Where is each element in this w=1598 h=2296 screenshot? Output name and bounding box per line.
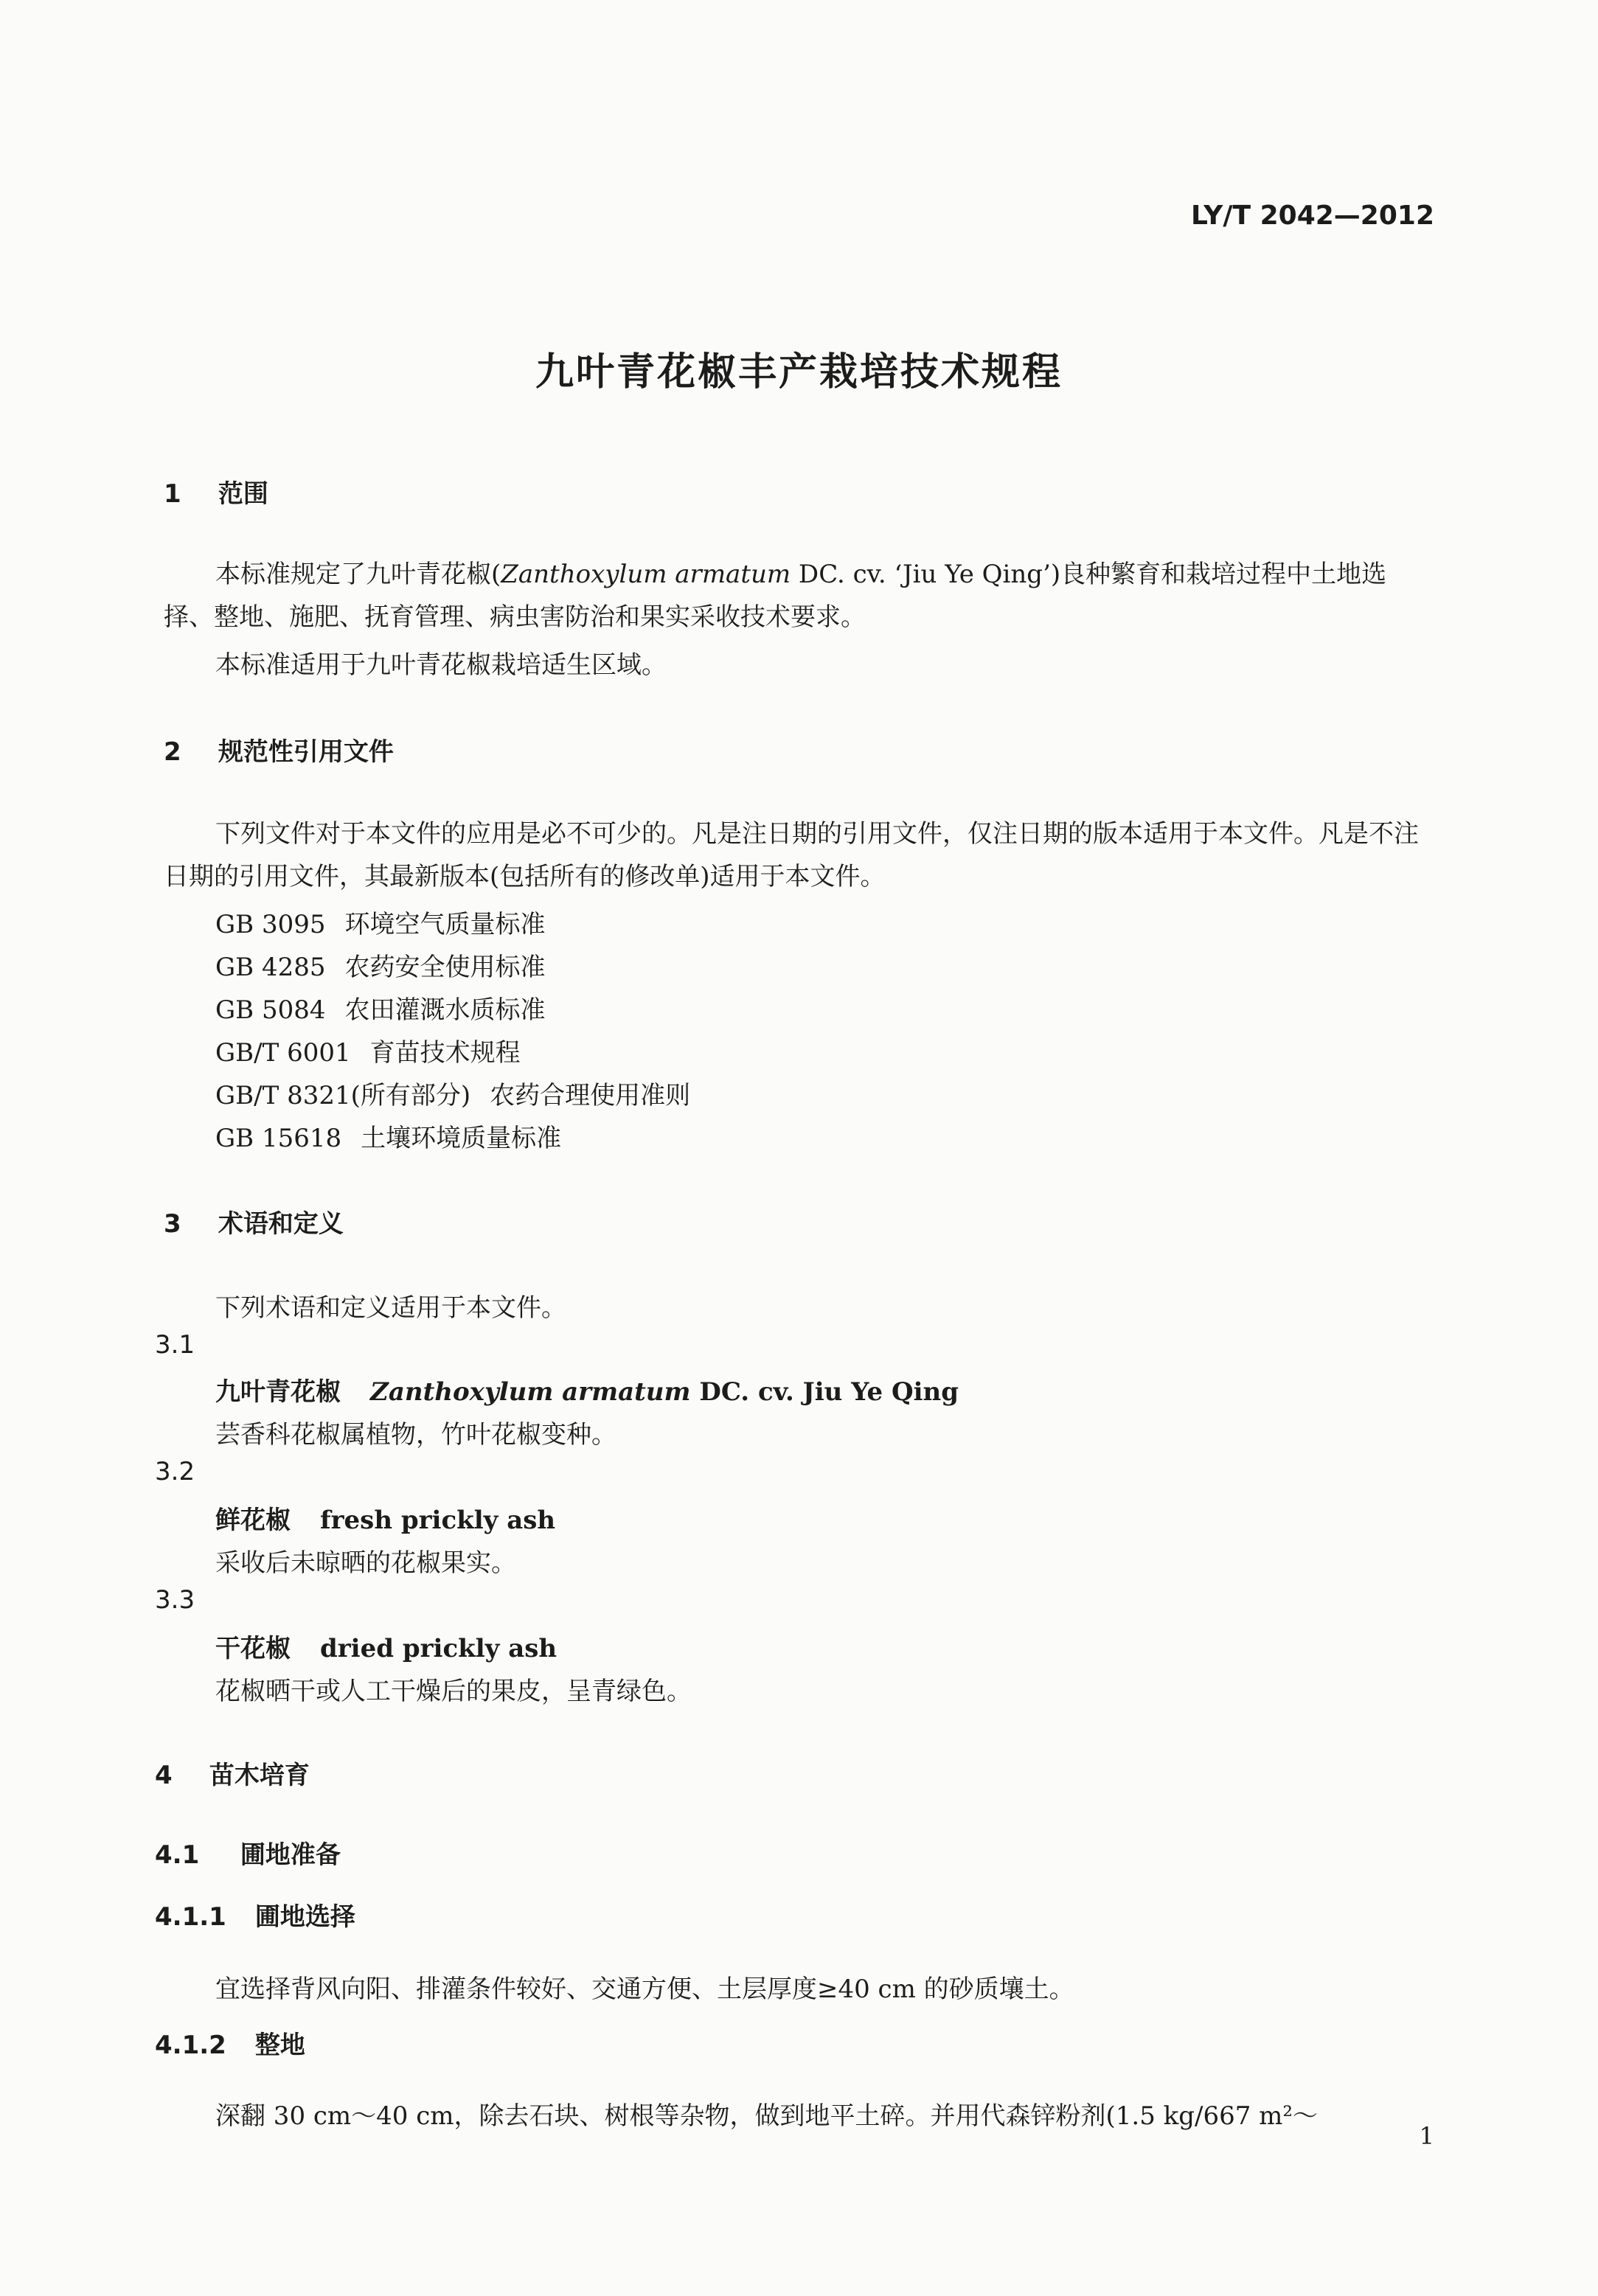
reference-name: 农药安全使用标准 — [344, 953, 546, 982]
section-2-heading — [164, 731, 394, 768]
section-number: 4 — [155, 1761, 173, 1790]
subsection-4-1-1-heading — [155, 1896, 355, 1933]
reference-code: GB/T 6001 — [215, 1038, 351, 1068]
reference-name: 育苗技术规程 — [369, 1038, 521, 1068]
section-3-heading — [164, 1203, 344, 1239]
term-title — [215, 1371, 959, 1408]
section-title: 规范性引用文件 — [218, 737, 394, 767]
section-number: 2 — [164, 737, 181, 767]
reference-name: 农田灌溉水质标准 — [344, 995, 546, 1025]
term-english: fresh prickly ash — [320, 1506, 556, 1535]
reference-name: 农药合理使用准则 — [490, 1081, 691, 1110]
section-title: 范围 — [218, 479, 268, 509]
reference-item — [215, 947, 545, 983]
reference-item — [215, 1118, 561, 1154]
term-number: 3.1 — [155, 1330, 195, 1360]
reference-name: 土壤环境质量标准 — [361, 1124, 562, 1153]
term-chinese: 干花椒 — [215, 1634, 291, 1663]
reference-code: GB 15618 — [215, 1124, 342, 1153]
section-3-intro: 下列术语和定义适用于本文件。 — [215, 1293, 566, 1323]
section-number: 4.1.2 — [155, 2031, 226, 2060]
section-title: 圃地选择 — [254, 1902, 355, 1932]
term-latin: Zanthoxylum armatum — [370, 1377, 691, 1407]
reference-code: GB 3095 — [215, 910, 326, 939]
page-number: 1 — [1419, 2122, 1434, 2150]
document-title: 九叶青花椒丰产栽培技术规程 — [535, 350, 1063, 394]
subsection-4-1-1-text: 宜选择背风向阳、排灌条件较好、交通方便、土层厚度≥40 cm 的砂质壤土。 — [215, 1975, 1074, 2004]
section-1-paragraph-2: 本标准适用于九叶青花椒栽培适生区域。 — [215, 650, 667, 680]
section-4-heading — [155, 1755, 310, 1791]
subsection-4-1-2-heading — [155, 2025, 305, 2061]
term-title — [215, 1628, 557, 1664]
section-number: 4.1 — [155, 1840, 200, 1870]
term-definition: 采收后未晾晒的花椒果实。 — [215, 1548, 516, 1578]
reference-code: GB 4285 — [215, 953, 326, 982]
standard-code: LY/T 2042—2012 — [1190, 201, 1434, 231]
term-definition: 芸香科花椒属植物，竹叶花椒变种。 — [215, 1420, 616, 1450]
latin-name: Zanthoxylum armatum — [501, 560, 791, 589]
section-1-heading — [164, 473, 268, 509]
section-title: 整地 — [254, 2031, 305, 2060]
section-title: 圃地准备 — [240, 1840, 341, 1870]
reference-item — [215, 1032, 521, 1068]
reference-item — [215, 989, 545, 1026]
section-title: 苗木培育 — [209, 1761, 310, 1790]
reference-code: GB 5084 — [215, 995, 326, 1025]
section-2-paragraph: 下列文件对于本文件的应用是必不可少的。凡是注日期的引用文件，仅注日期的版本适用于本文件。凡是不注日期的引用文件，其最新版本(包括所有的修改单)适用于本文件。 — [164, 819, 1419, 891]
section-1-paragraph-1: 本标准规定了九叶青花椒(Zanthoxylum armatum DC. cv. ‘Jiu Ye Qing’)良种繁育和栽培过程中土地选择、整地、施肥、抚育管理、病虫害防治和果实采收技术要求。 — [164, 560, 1387, 632]
term-number: 3.2 — [155, 1457, 195, 1486]
term-english: DC. cv. Jiu Ye Qing — [690, 1377, 959, 1407]
term-definition: 花椒晒干或人工干燥后的果皮，呈青绿色。 — [215, 1677, 692, 1706]
reference-item — [215, 904, 545, 940]
section-number: 1 — [164, 479, 181, 509]
subsection-4-1-heading — [155, 1834, 341, 1871]
term-chinese: 九叶青花椒 — [215, 1377, 341, 1407]
subsection-4-1-2-text: 深翻 30 cm～40 cm，除去石块、树根等杂物，做到地平土碎。并用代森锌粉剂(1.5 kg/667 m²～ — [215, 2101, 1319, 2131]
term-number: 3.3 — [155, 1585, 195, 1615]
term-english: dried prickly ash — [320, 1634, 557, 1663]
reference-item — [215, 1075, 690, 1111]
section-number: 3 — [164, 1209, 181, 1239]
section-title: 术语和定义 — [218, 1209, 344, 1239]
reference-code: GB/T 8321(所有部分) — [215, 1081, 471, 1110]
reference-name: 环境空气质量标准 — [344, 910, 546, 939]
term-title — [215, 1500, 555, 1536]
section-number: 4.1.1 — [155, 1902, 226, 1932]
term-chinese: 鲜花椒 — [215, 1506, 291, 1535]
